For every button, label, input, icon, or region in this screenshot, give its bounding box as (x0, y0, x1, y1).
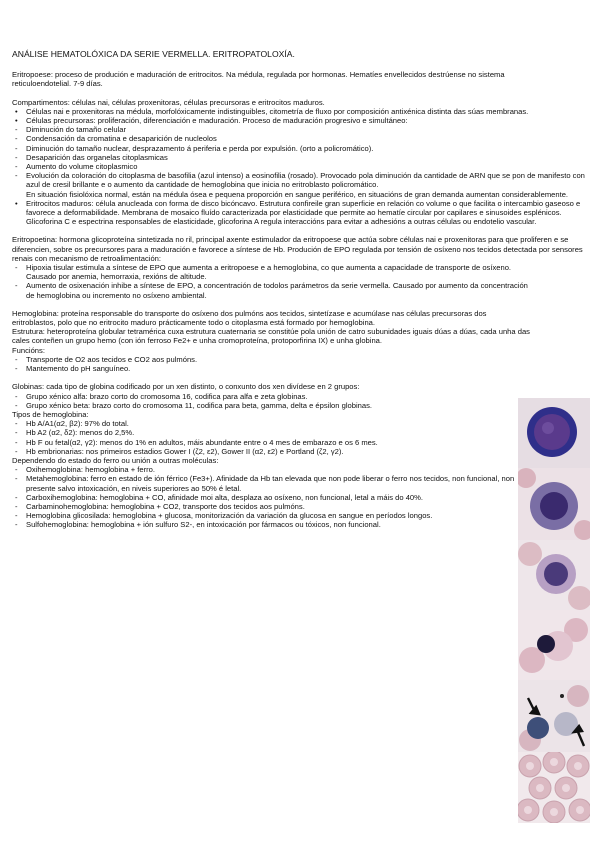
micrograph-basophilic-erythroblast (518, 398, 590, 469)
list-item: - Hemoglobina glicosilada: hemoglobina + glucosa, monitorización da variación da glucosa en sangue en períodos longos. (15, 511, 433, 521)
funcions-label: Funcións: (12, 345, 45, 355)
bullet-marker: • (15, 116, 18, 126)
micrograph-strip (518, 398, 590, 823)
list-item: - Desaparición das organelas citoplasmicas (15, 152, 168, 162)
list-item: - Transporte de O2 aos tecidos e CO2 aos pulmóns. (15, 354, 198, 364)
list-item: - Condensación da cromatina e desaparición de nucleolos (15, 134, 217, 144)
steps-extra: En situación fisiolóxica normal, están na médula ósea e pequena proporción en sangue periférico, en situacións de gran demanda aumentan considerablemente. (26, 189, 569, 199)
list-item: - Grupo xénico beta: brazo corto do cromosoma 11, codifica para beta, gamma, delta e épsilon globinas. (15, 400, 372, 410)
micrograph-polychromatic-erythroblast (518, 468, 590, 541)
document-title: ANÁLISE HEMATOLÓXICA DA SERIE VERMELLA. ERITROPATOLOXÍA. (12, 49, 295, 59)
list-item: - Sulfohemoglobina: hemoglobina + ión sulfuro S2-, en intoxicación por fármacos ou tóxicos, non funcional. (15, 520, 381, 530)
compartimentos-list (12, 107, 587, 125)
list-item: - Hb embrionarias: nos primeiros estadios Gower I (ζ2, ε2), Gower II (α2, ε2) e Portland (ζ2, γ2). (15, 446, 344, 456)
list-item: - Evolución da coloración do citoplasma de basofilia (azul intenso) a eosinofilia (rosado). Provocado pola diminución da cantidade de ARN que se pon de manifesto con azul de cresil brillante e o aumento da cantidade de hemoglobina que inicia no eritroblasto policromático. (15, 171, 585, 190)
list-item: - Metahemoglobina: ferro en estado de ión férrico (Fe3+). Afinidade da Hb tan elevada que non pode liberar o ferro nos tecidos, non funcional, non presente salvo intoxicación, en niveis superiores ao 50% é letal. (15, 474, 515, 493)
compartimentos-intro: Compartimentos: células nai, células proxenitoras, células precursoras e eritrocitos maduros. (12, 97, 325, 107)
list-item: - Grupo xénico alfa: brazo corto do cromosoma 16, codifica para alfa e zeta globinas. (15, 391, 308, 401)
eritropoetina-list (12, 263, 532, 300)
bullet-marker: • (15, 106, 18, 116)
list-item: - Aumento de osixenación inhibe a síntese de EPO, a concentración de todolos parámetros da serie vermella. Causado por aumento da concentración de hemoglobina ou incremento no osíxeno ambiental. (15, 281, 528, 300)
list-item: - Diminución do tamaño nuclear, desprazamento á periferia e perda por expulsión. (orto a policromático). (15, 143, 374, 153)
funcions-list (12, 355, 587, 373)
list-item: - Mantemento do pH sanguíneo. (15, 364, 131, 374)
hemoglobina-intro: Hemoglobina: proteína responsable do transporte do osíxeno dos pulmóns aos tecidos, sintetízase e acumúlase nas células precursoras dos eritroblastos, polo que no eritrocito maduro prácticamente todo o citoplasma está formado por hemoglobina. (12, 308, 487, 328)
list-item: - Oxihemoglobina: hemoglobina + ferro. (15, 465, 155, 475)
list-item: - Carboxihemoglobina: hemoglobina + CO, afinidade moi alta, desplaza ao osíxeno, non funcional, letal a máis do 40%. (15, 492, 424, 502)
list-item: - Aumento do volume citoplasmico (15, 162, 138, 172)
list-item: - Hb F ou fetal(α2, γ2): menos do 1% en adultos, máis abundante entre o 4 mes de embarazo e os 6 mes. (15, 437, 378, 447)
globinas-intro: Globinas: cada tipo de globina codificado por un xen distinto, o conxunto dos xen divídese en 2 grupos: (12, 382, 360, 392)
grupos-list (12, 392, 532, 410)
tipos-list (12, 419, 532, 456)
list-item: - Hb A/A1(α2, β2): 97% do total. (15, 419, 129, 429)
list-item: • Células precursoras: proliferación, diferenciación e maduración. Proceso de maduración progresivo e simultáneo: (15, 116, 408, 126)
hemoglobina-estrutura: Estrutura: heteroproteína globular tetramérica cuxa estrutura cuaternaria se constitúe pola unión de catro subunidades iguais dúas a dúas, cada unha das cales conteñen un grupo hemo (con ión ferroso Fe2+ e unha cromoproteína, protoporfirina IX) e unha globina. (12, 327, 530, 346)
eritropoetina-intro: Eritropoetina: hormona glicoproteína sintetizada no ril, principal axente estimulador da eritropoese que actúa sobre células nai e proxenitoras para que proliferen e se diferencien, sobre os precursores para a maduración e favorece a síntese de Hb. Produción de EPO regulada por tensión de osíxeno nos tecidos detectada por sensores renais con mecanismo de retroalimentación: (12, 235, 583, 263)
list-item: - Carbaminohemoglobina: hemoglobina + CO2, transporte dos tecidos aos pulmóns. (15, 501, 305, 511)
list-item: - Hipoxia tisular estimula a síntese de EPO que aumenta a eritropoese e a hemoglobina, co que aumenta a capacidade de transporte de osíxeno. Causado por anemia, hemorraxia, rexións de altitude. (15, 263, 512, 282)
micrograph-mature-erythrocytes (518, 752, 590, 824)
list-item: - Hb A2 (α2, δ2): menos do 2,5%. (15, 428, 135, 438)
maduracion-steps (12, 125, 587, 189)
micrograph-orthochromatic-erythroblast (518, 540, 590, 611)
estados-list (12, 465, 532, 529)
list-item: - Diminución do tamaño celular (15, 125, 127, 135)
eritropoese-paragraph: Eritropoese: proceso de produción e maduración de eritrocitos. Na médula, regulada por hormonas. Hematíes envellecidos destrúense no sistema reticuloendotelial. 7-9 días. (12, 70, 505, 89)
micrograph-nucleus-expulsion (518, 610, 590, 681)
estado-label: Dependendo do estado do ferro ou unión a outras moléculas: (12, 455, 219, 465)
list-item: • Células nai e proxenitoras na médula, morfolóxicamente indistinguibles, citometría de fluxo por composición antixénica distinta das súas membranas. (15, 106, 529, 116)
tipos-label: Tipos de hemoglobina: (12, 409, 89, 419)
document-page (12, 50, 587, 530)
micrograph-reticulocytes (518, 680, 590, 753)
list-item: • Eritrocitos maduros: célula anucleada con forma de disco bicóncavo. Estrutura confireile gran superficie en relación co volume o que facilita o intercambio gaseoso e favorece a deformabilidade. Membrana de mosaico fluído caracterizada por elasticidade que permite ao hematíe circular por capilares e sinusoides esplénicos. Glicoforina C e espectrina responsables de elasticidade, glicoforina A regula interaccións para evitar a adhesións a outras células ou endotelio vascular. (15, 198, 581, 227)
